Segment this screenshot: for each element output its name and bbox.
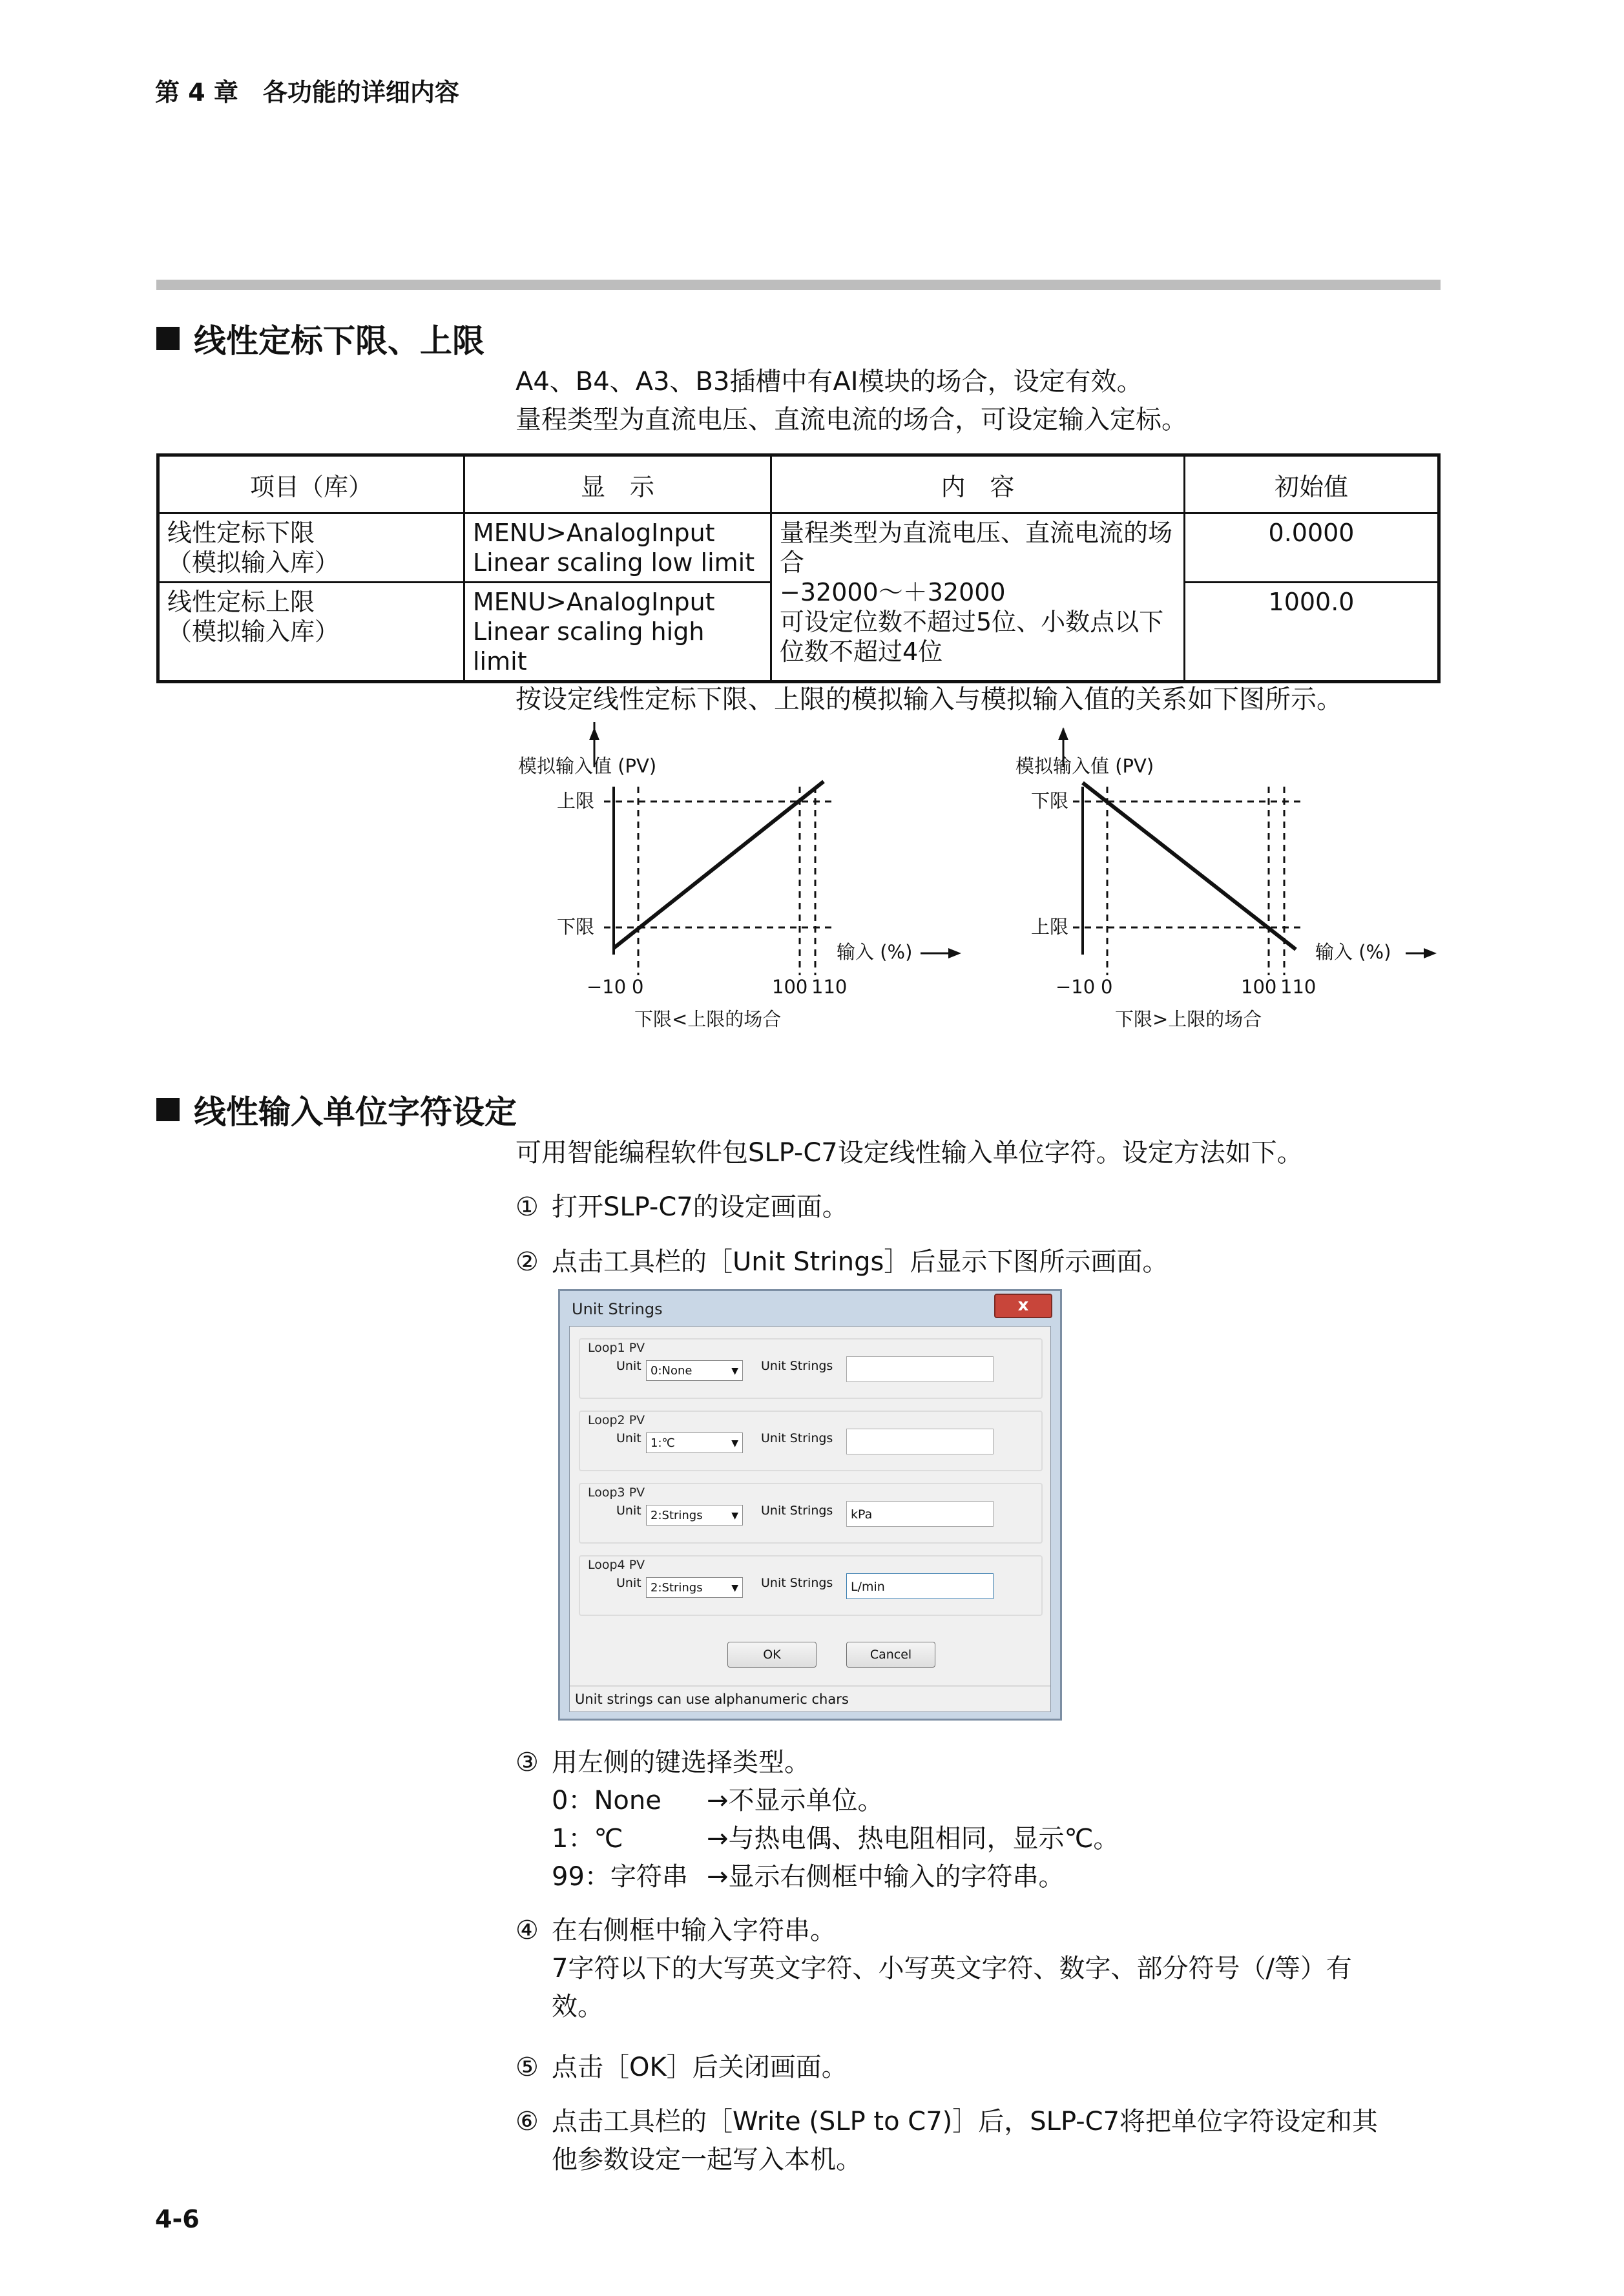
intro-line: 量程类型为直流电压、直流电流的场合，可设定输入定标。	[515, 405, 1187, 435]
list-item	[552, 1820, 1119, 1858]
item-name: 线性定标下限	[167, 519, 315, 547]
option-key: 0：None	[552, 1786, 661, 1815]
x-arrow-head-icon	[1424, 948, 1437, 958]
loop1-strings-input[interactable]	[846, 1356, 994, 1382]
x-tick-label: −10	[587, 976, 627, 998]
step-text: 点击［OK］后关闭画面。	[552, 2053, 848, 2082]
loop2-group	[579, 1411, 1043, 1471]
content-line: 可设定位数不超过5位、小数点以下	[780, 608, 1164, 636]
y-arrow-head-icon	[1058, 727, 1068, 740]
unit-strings-dialog	[558, 1289, 1062, 1721]
group-label: Loop1 PV	[588, 1341, 645, 1355]
graph-increasing-svg	[510, 722, 1001, 1045]
section-title-linear-scaling	[156, 315, 484, 362]
x-axis-label: 输入 (%)	[1315, 941, 1391, 963]
unit-label: Unit	[616, 1359, 641, 1373]
step-3	[515, 1744, 1119, 1896]
x-axis-label: 输入 (%)	[837, 941, 913, 963]
group-label: Loop3 PV	[588, 1485, 645, 1500]
loop2-unit-select[interactable]	[646, 1432, 743, 1453]
unit-label: Unit	[616, 1431, 641, 1445]
cell-content	[771, 513, 1185, 682]
dialog-close-button[interactable]: x	[994, 1294, 1052, 1318]
cell-display	[464, 513, 771, 583]
section-rule	[156, 280, 1441, 290]
top-level-label: 下限	[1031, 790, 1069, 812]
dialog-status-bar: Unit strings can use alphanumeric chars	[570, 1686, 1050, 1712]
option-desc: →显示右侧框中输入的字符串。	[707, 1862, 1065, 1892]
x-tick-label: 110	[1280, 976, 1317, 998]
cell-display	[464, 583, 771, 682]
select-value: 2:Strings	[651, 1509, 703, 1522]
scaling-line	[1083, 783, 1296, 949]
content-line: 位数不超过4位	[780, 637, 943, 666]
square-bullet-icon	[156, 327, 180, 350]
page-number: 4-6	[155, 2205, 200, 2233]
top-level-label: 上限	[557, 790, 595, 812]
x-tick-label: 100	[1241, 976, 1277, 998]
loop3-unit-select[interactable]	[646, 1505, 743, 1525]
x-tick-label: 0	[632, 976, 644, 998]
item-name: 线性定标上限	[167, 588, 315, 616]
cell-item	[158, 513, 464, 583]
dialog-client-area	[569, 1326, 1051, 1712]
list-item	[552, 1858, 1119, 1896]
dropdown-arrow-icon: ▼	[731, 1438, 738, 1449]
item-bank: （模拟输入库）	[167, 548, 340, 577]
step-6	[515, 2103, 1378, 2179]
step-number: ②	[515, 1247, 539, 1277]
section1-intro	[515, 363, 1187, 439]
select-value: 1:℃	[651, 1436, 675, 1450]
x-tick-label: 110	[811, 976, 848, 998]
content-line: 量程类型为直流电压、直流电流的场	[780, 519, 1173, 547]
y-axis-label: 模拟输入值 (PV)	[1015, 755, 1154, 777]
content-line: −32000～＋32000	[780, 578, 1006, 606]
select-value: 0:None	[651, 1364, 692, 1378]
graph-caption: 下限<上限的场合	[634, 1008, 782, 1030]
loop1-unit-select[interactable]	[646, 1360, 743, 1381]
group-label: Loop2 PV	[588, 1413, 645, 1427]
col-header-content: 内 容	[771, 455, 1185, 513]
col-header-display: 显 示	[464, 455, 771, 513]
graph-decreasing	[979, 722, 1470, 1045]
intro-line: A4、B4、A3、B3插槽中有AI模块的场合，设定有效。	[515, 367, 1143, 397]
options-list	[515, 1782, 1119, 1896]
loop3-group	[579, 1483, 1043, 1544]
menu-path: MENU>AnalogInput	[473, 519, 715, 547]
step-1	[515, 1188, 848, 1226]
table-header-row	[158, 455, 1439, 513]
cell-item	[158, 583, 464, 682]
menu-path: MENU>AnalogInput	[473, 588, 715, 616]
x-tick-label: −10	[1056, 976, 1096, 998]
step-number: ③	[515, 1748, 539, 1777]
loop4-group	[579, 1555, 1043, 1616]
strings-label: Unit Strings	[761, 1504, 833, 1518]
display-name: Linear scaling low limit	[473, 548, 755, 577]
section-title-unit-strings	[156, 1086, 517, 1133]
graph-caption: 下限>上限的场合	[1115, 1008, 1262, 1030]
unit-label: Unit	[616, 1504, 641, 1518]
strings-label: Unit Strings	[761, 1431, 833, 1445]
dropdown-arrow-icon: ▼	[731, 1583, 738, 1593]
step-text: 点击工具栏的［Unit Strings］后显示下图所示画面。	[552, 1247, 1169, 1277]
col-header-initial: 初始值	[1185, 455, 1439, 513]
section2-intro: 可用智能编程软件包SLP-C7设定线性输入单位字符。设定方法如下。	[515, 1138, 1303, 1168]
loop4-strings-input[interactable]: L/min	[846, 1573, 994, 1599]
dialog-title: Unit Strings	[572, 1300, 663, 1318]
step-4	[515, 1912, 1352, 2026]
step-detail: 效。	[552, 1992, 603, 2022]
bottom-level-label: 上限	[1031, 916, 1069, 938]
step-text: 在右侧框中输入字符串。	[552, 1916, 836, 1945]
col-header-item: 项目（库）	[158, 455, 464, 513]
cancel-button[interactable]: Cancel	[846, 1642, 935, 1668]
table-row	[158, 513, 1439, 583]
strings-label: Unit Strings	[761, 1576, 833, 1590]
x-tick-label: 0	[1101, 976, 1113, 998]
cell-initial: 1000.0	[1185, 583, 1439, 682]
option-desc: →与热电偶、热电阻相同，显示℃。	[707, 1824, 1119, 1854]
select-value: 2:Strings	[651, 1581, 703, 1595]
step-text: 打开SLP-C7的设定画面。	[552, 1192, 848, 1222]
cell-initial: 0.0000	[1185, 513, 1439, 583]
section-title-text: 线性输入单位字符设定	[194, 1093, 517, 1131]
x-arrow-head-icon	[948, 948, 961, 958]
dropdown-arrow-icon: ▼	[731, 1511, 738, 1521]
display-name: Linear scaling high limit	[473, 617, 705, 676]
group-label: Loop4 PV	[588, 1558, 645, 1572]
ok-button[interactable]: OK	[727, 1642, 817, 1668]
y-axis-label: 模拟输入值 (PV)	[518, 755, 657, 777]
option-desc: →不显示单位。	[707, 1786, 884, 1815]
step-number: ①	[515, 1192, 539, 1222]
list-item	[552, 1782, 1119, 1820]
bottom-level-label: 下限	[557, 916, 595, 938]
loop1-group	[579, 1338, 1043, 1399]
item-bank: （模拟输入库）	[167, 617, 340, 646]
step-text: 点击工具栏的［Write (SLP to C7)］后，SLP-C7将把单位字符设定和其	[552, 2107, 1379, 2136]
step-number: ⑤	[515, 2053, 539, 2082]
scaling-line	[614, 781, 824, 948]
y-arrow-head-icon	[589, 727, 599, 740]
step-text: 用左侧的键选择类型。	[552, 1748, 810, 1777]
loop2-strings-input[interactable]	[846, 1429, 994, 1454]
x-tick-label: 100	[772, 976, 808, 998]
unit-label: Unit	[616, 1576, 641, 1590]
graph-note: 按设定线性定标下限、上限的模拟输入与模拟输入值的关系如下图所示。	[515, 685, 1342, 714]
step-detail: 他参数设定一起写入本机。	[552, 2145, 862, 2175]
option-key: 99：字符串	[552, 1862, 688, 1892]
step-number: ⑥	[515, 2107, 539, 2136]
loop3-strings-input[interactable]: kPa	[846, 1501, 994, 1527]
spec-table	[156, 453, 1441, 683]
loop4-unit-select[interactable]	[646, 1577, 743, 1598]
strings-label: Unit Strings	[761, 1359, 833, 1373]
section-title-text: 线性定标下限、上限	[194, 322, 484, 360]
square-bullet-icon	[156, 1098, 180, 1121]
step-2	[515, 1243, 1168, 1281]
step-number: ④	[515, 1916, 539, 1945]
step-detail: 7字符以下的大写英文字符、小写英文字符、数字、部分符号（/等）有	[552, 1954, 1352, 1983]
dropdown-arrow-icon: ▼	[731, 1366, 738, 1376]
graph-increasing	[510, 722, 1001, 1045]
graph-decreasing-svg	[979, 722, 1470, 1045]
option-key: 1：℃	[552, 1824, 623, 1854]
step-5	[515, 2049, 848, 2087]
content-line: 合	[780, 548, 805, 577]
chapter-header: 第 4 章 各功能的详细内容	[155, 78, 459, 107]
